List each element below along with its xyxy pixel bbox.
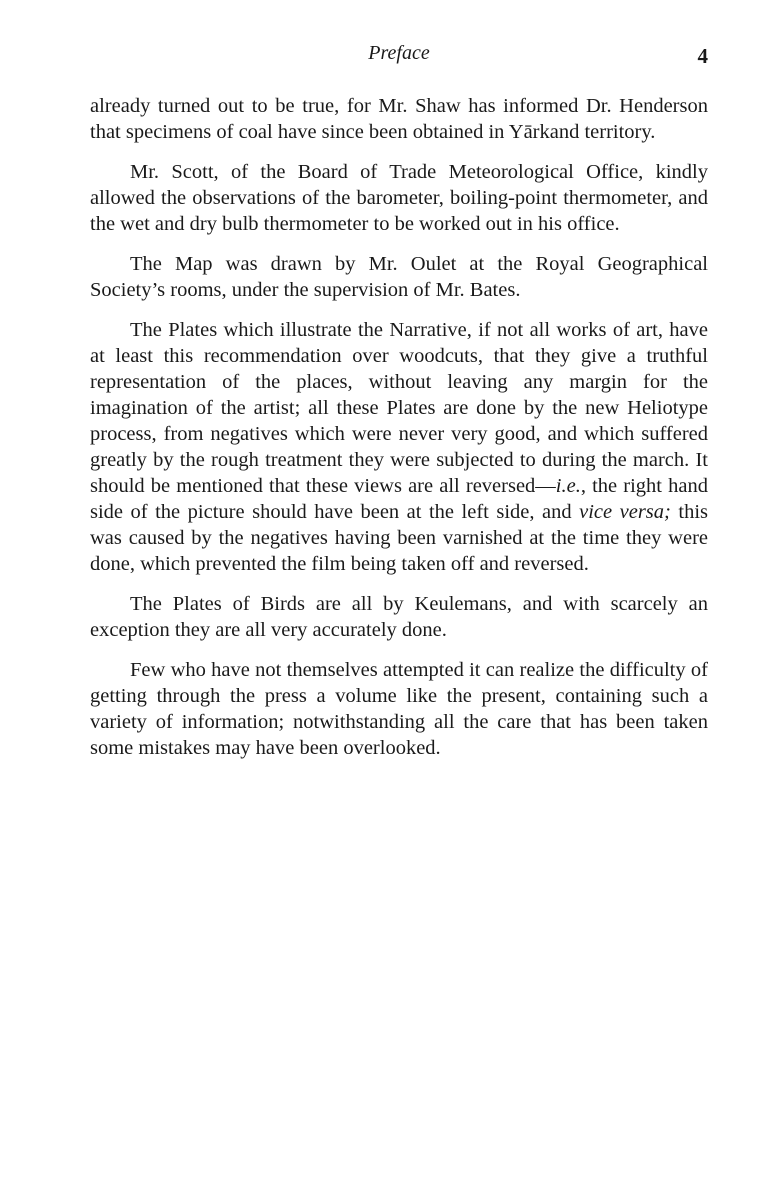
plates-text-part1: The Plates which illustrate the Narrative, if not all works of art, have at least this recommendation over woodcuts, that they give a truthful representation of the places, without leaving any margin for the imagination of the artist; all these Plates are done by the new Heliotype process, from negatives which were never very good, and which suffered greatly by the rough treatment they were subjected to during the march. It should be mentioned that these views are all reversed—: [90, 319, 708, 497]
paragraph-press: Few who have not themselves attempted it can realize the difficulty of getting through the press a volume like the present, containing such a variety of information; notwithstanding all the care that has been taken some mistakes may have been overlooked.: [90, 659, 708, 759]
paragraph-meteorological-office: Mr. Scott, of the Board of Trade Meteorological Office, kindly allowed the observations of the barometer, boiling-point thermometer, and the wet and dry bulb thermometer to be worked out in his office.: [90, 161, 708, 235]
paragraph-plates: [90, 317, 708, 577]
paragraph-birds: The Plates of Birds are all by Keulemans, and with scarcely an exception they are all very accurately done.: [90, 593, 708, 641]
paragraph-map: The Map was drawn by Mr. Oulet at the Royal Geographical Society’s rooms, under the supervision of Mr. Bates.: [90, 253, 708, 301]
plates-text-vice-versa: vice versa;: [579, 501, 671, 523]
plates-text-ie: i.e.: [555, 475, 581, 497]
page-number: 4: [697, 44, 708, 68]
running-title: Preface: [368, 42, 430, 64]
body-text: [90, 93, 708, 775]
plates-text-part3: this was caused by the negatives having been varnished at the time they were done, which prevented the film being taken off and reversed.: [90, 501, 708, 575]
running-head: [90, 40, 708, 70]
plates-text-part2: , the right hand side of the picture should have been at the left side, and: [90, 475, 708, 523]
paragraph-coal-continuation: already turned out to be true, for Mr. Shaw has informed Dr. Henderson that specimens of coal have since been obtained in Yārkand territory.: [90, 95, 708, 143]
